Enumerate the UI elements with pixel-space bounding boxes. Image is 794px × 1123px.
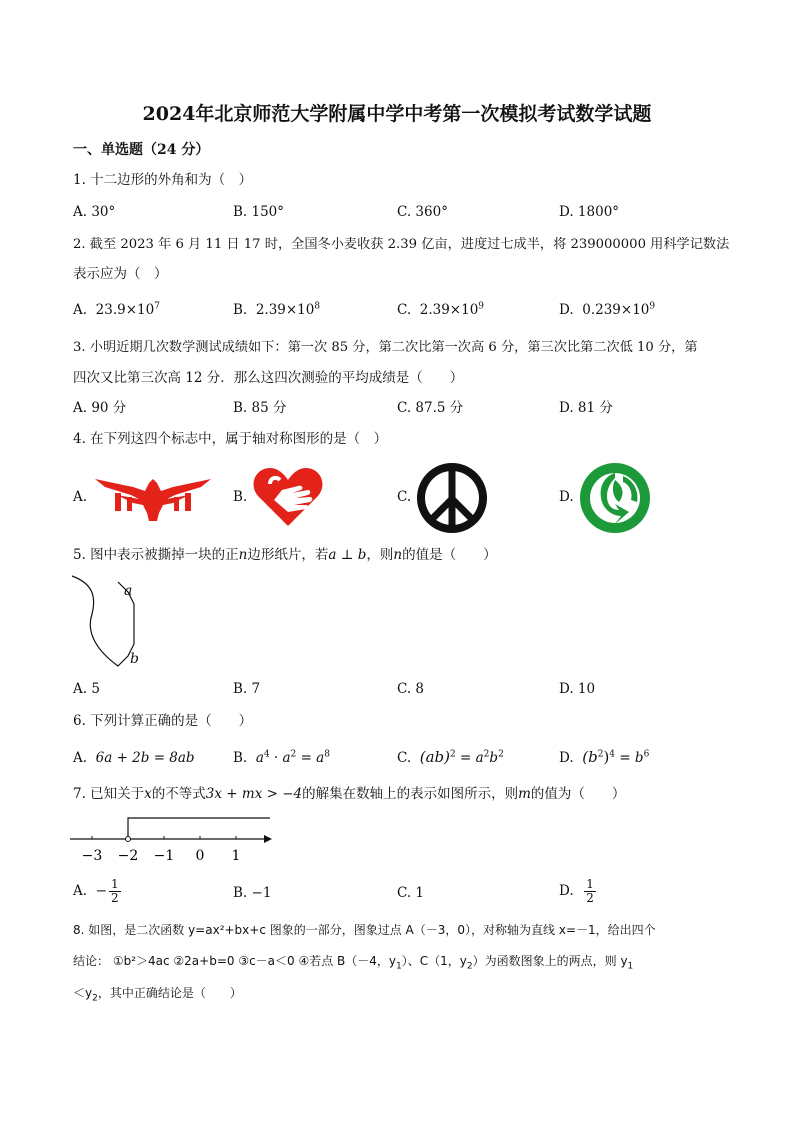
stem-text: ，则 [366,547,394,563]
lhs: (b [582,748,598,766]
heart-hand-logo-icon[interactable] [252,466,324,528]
denominator: 2 [586,891,594,905]
rhs-b: b [489,750,499,766]
option-a[interactable] [73,752,195,766]
option-d[interactable] [559,878,596,905]
option-d[interactable]: D. 1800° [559,204,620,220]
stem-text: 边形纸片，若 [247,547,329,563]
exponent: 2 [498,749,504,760]
exponent: 4 [609,749,616,760]
numerator: 1 [586,877,594,891]
exponent: 9 [649,301,656,312]
option-d[interactable] [559,750,649,766]
subscript: 1 [627,961,634,972]
exponent: 7 [154,301,160,312]
option-label: C. [397,750,412,766]
var-m: m [518,786,531,802]
option-b[interactable] [233,301,321,318]
var-a: a [328,547,337,563]
inequality: 3x + mx > −4 [205,786,303,802]
base: a [255,750,264,766]
question-stem: 4. 在下列这四个标志中，属于轴对称图形的是（ ） [73,431,388,447]
lhs-close: ) [603,748,610,766]
option-label: A. [73,302,88,318]
option-b[interactable]: B. 85 分 [233,400,287,416]
option-d[interactable]: D. 10 [559,681,596,697]
lhs: (ab) [419,748,450,766]
option-c[interactable] [397,301,485,318]
option-value: 23.9×10 [95,302,155,318]
tick-label: −2 [117,848,139,864]
option-label: A. [73,883,88,899]
question-stem: 1. 十二边形的外角和为（ ） [73,172,253,188]
option-a[interactable]: A. 5 [73,681,100,697]
option-c-label[interactable]: C. [397,489,412,505]
exponent: 9 [478,301,485,312]
stem-text: 的解集在数轴上的表示如图所示，则 [302,786,519,802]
subscript: 1 [396,961,402,972]
var-b: b [357,547,367,563]
option-label: C. [397,302,412,318]
stem-text: 5. 图中表示被撕掉一块的正 [73,547,239,563]
question-stem-line1: 2. 截至 2023 年 6 月 11 日 17 时，全国冬小麦收获 2.39 亿亩，进度过七成半，将 239000000 用科学记数法 [73,237,730,252]
tick-label: 0 [195,848,205,864]
stem-text: 7. 已知关于 [73,786,145,802]
open-circle [126,837,131,842]
option-d-label[interactable]: D. [559,489,574,505]
stem-text: ）、C（1，y [401,954,467,968]
minus-sign: − [95,883,107,899]
option-label: D. [559,750,574,766]
tick-label: −3 [81,848,103,864]
exponent: 6 [643,749,650,760]
rhs: = b [615,750,644,766]
option-value: 2.39×10 [255,302,315,318]
eagle-logo-icon[interactable] [93,473,213,521]
question-stem-line2: 表示应为（ ） [73,266,168,282]
peace-symbol-icon[interactable] [416,462,488,534]
tick-label: 1 [231,848,241,864]
fraction [109,878,121,905]
option-a[interactable] [73,301,160,318]
option-c[interactable]: C. 87.5 分 [397,400,464,416]
exponent: 2 [449,749,456,760]
stem-text: ）为函数图象上的两点，则 y [472,954,628,968]
option-label: D. [559,883,574,899]
figure-label-b: b [130,651,139,667]
exponent: 8 [324,749,330,760]
fraction [584,878,596,905]
exponent: 2 [290,749,297,760]
stem-text: 结论： ①b²＞4ac ②2a+b=0 ③c－a＜0 ④若点 B（－4，y [73,954,397,968]
question-stem: 6. 下列计算正确的是（ ） [73,713,253,729]
option-label: D. [559,302,574,318]
question-stem-line1: 3. 小明近期几次数学测试成绩如下：第一次 85 分，第二次比第一次高 6 分，第三次比第二次低 10 分，第 [73,340,698,355]
tick-label: −1 [153,848,175,864]
stem-text: 的不等式 [151,786,206,802]
stem-text: ，其中正确结论是（ ） [97,986,242,1000]
option-a[interactable]: A. 90 分 [73,400,127,416]
exponent: 4 [263,749,270,760]
exponent: 2 [597,749,604,760]
option-a-label[interactable]: A. [73,489,88,505]
base: a [282,750,291,766]
figure-label-a: a [124,583,133,599]
question-stem-line2: 四次又比第三次高 12 分．那么这四次测验的平均成绩是（ ） [73,370,464,386]
option-c[interactable]: C. 360° [397,204,448,220]
question-stem-line2 [73,954,634,972]
rhs: = a [296,750,325,766]
exponent: 2 [483,749,490,760]
option-b[interactable] [233,749,330,766]
var-x: x [144,786,152,802]
stem-text: ＜y [73,986,93,1000]
question-stem [73,788,625,802]
question-stem-line3 [73,986,242,1004]
option-d[interactable]: D. 81 分 [559,400,613,416]
option-b-label[interactable]: B. [233,489,248,505]
option-a[interactable] [73,878,121,905]
dot: · [269,750,283,766]
option-c[interactable]: C. 1 [397,885,425,901]
option-value: 0.239×10 [582,302,650,318]
stem-text: 的值是（ ） [402,547,497,563]
stem-text: 的值为（ ） [530,786,626,802]
option-expression: 6a + 2b = 8ab [95,750,195,766]
recycle-leaf-logo-icon[interactable] [579,462,651,534]
option-d[interactable] [559,301,656,318]
rhs: = a [455,750,484,766]
option-a[interactable]: A. 30° [73,204,116,220]
option-b[interactable]: B. 150° [233,204,285,220]
option-c[interactable]: C. 8 [397,681,425,697]
subscript: 2 [92,993,98,1004]
question-stem-line1: 8. 如图，是二次函数 y=ax²+bx+c 图象的一部分，图象过点 A（－3，0），对称轴为直线 x=－1，给出四个 [73,923,656,937]
numerator: 1 [110,877,119,891]
page-title: 2024年北京师范大学附属中学中考第一次模拟考试数学试题 [142,103,652,125]
subscript: 2 [466,961,473,972]
exponent: 8 [314,301,321,312]
var-n: n [393,547,403,563]
solution-ray [128,818,270,837]
perp-symbol: ⊥ [336,547,358,563]
option-c[interactable] [397,750,504,766]
var-n: n [238,547,248,563]
section-heading: 一、单选题（24 分） [73,142,210,158]
option-label: B. [233,302,248,318]
arrow-head [264,835,272,843]
denominator: 2 [110,891,119,905]
option-label: A. [73,750,88,766]
option-label: B. [233,750,248,766]
option-value: 2.39×10 [419,302,479,318]
question-stem [73,549,497,563]
option-b[interactable]: B. 7 [233,681,261,697]
option-b[interactable]: B. −1 [233,885,272,901]
number-line-figure [70,812,280,872]
